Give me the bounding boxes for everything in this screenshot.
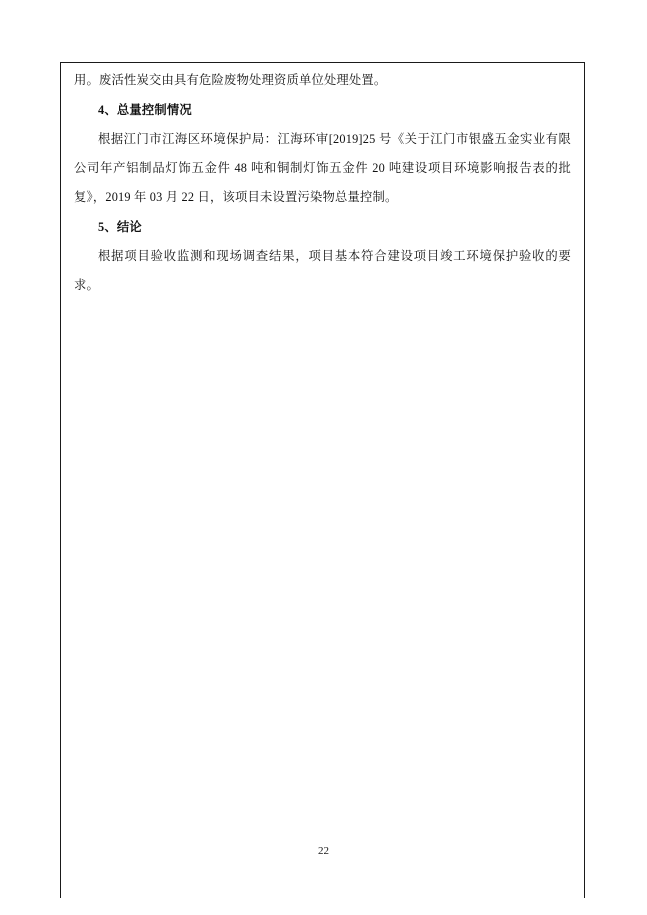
paragraph-continuation: 用。废活性炭交由具有危险废物处理资质单位处理处置。 <box>74 73 387 87</box>
section-heading-conclusion: 5、结论 <box>98 220 142 234</box>
document-content <box>74 66 571 300</box>
section-heading-total-quantity-control: 4、总量控制情况 <box>98 103 192 117</box>
page-number: 22 <box>318 845 329 857</box>
paragraph-conclusion: 根据项目验收监测和现场调查结果，项目基本符合建设项目竣工环境保护验收的要求。 <box>74 249 571 292</box>
paragraph-total-quantity-control: 根据江门市江海区环境保护局：江海环审[2019]25 号《关于江门市银盛五金实业有限公司年产铝制品灯饰五金件 48 吨和铜制灯饰五金件 20 吨建设项目环境影响报告表的批复》，2019 年 03 月 22 日，该项目未设置污染物总量控制。 <box>74 132 571 204</box>
